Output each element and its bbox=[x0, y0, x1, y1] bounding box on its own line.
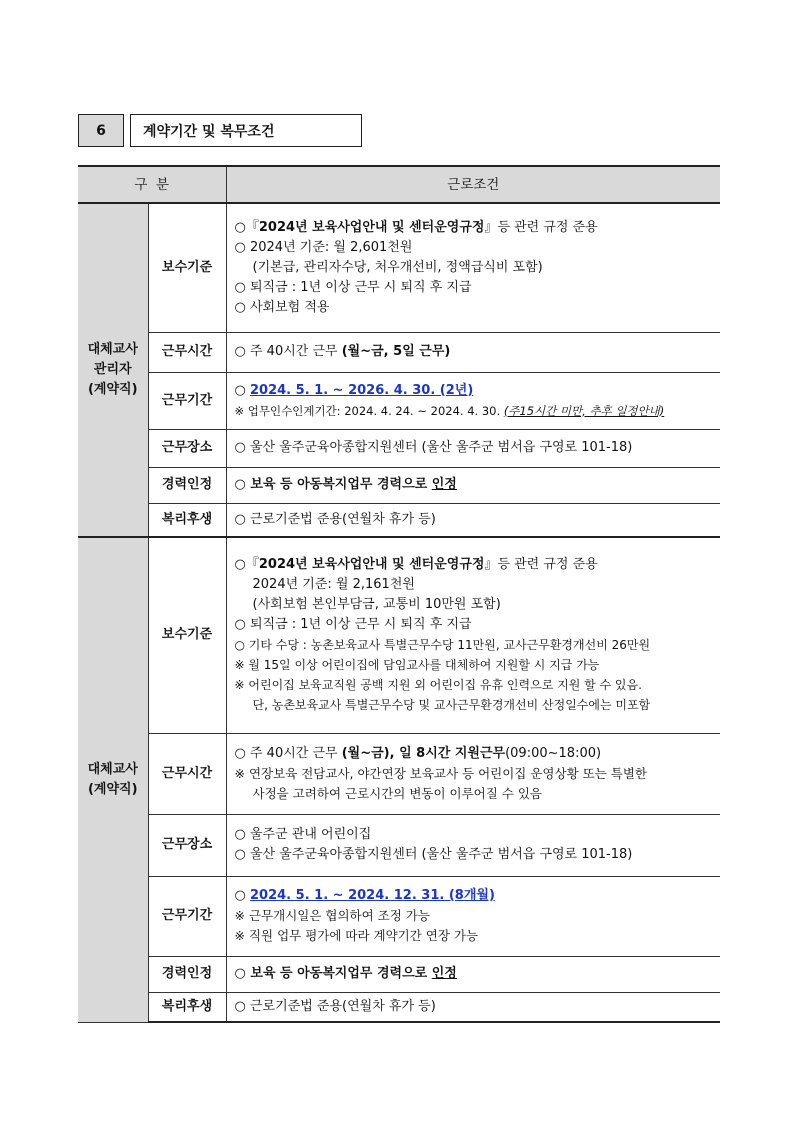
text: (사회보험 본인부담금, 교통비 10만원 포함) bbox=[252, 597, 501, 613]
text: ○ 근로기준법 준용(연월차 휴가 등) bbox=[234, 998, 436, 1014]
text: 』등 관련 규정 준용 bbox=[484, 557, 598, 573]
text-bold: 2024년 보육사업안내 및 센터운영규정 bbox=[258, 219, 485, 235]
table-row bbox=[78, 956, 720, 992]
text-underlined: 인정 bbox=[431, 477, 457, 492]
table-row bbox=[78, 429, 720, 467]
text: ○ bbox=[234, 382, 250, 398]
text: ○ 퇴직금 : 1년 이상 근무 시 퇴직 후 지급 bbox=[234, 279, 472, 295]
text: ○ 울산 울주군육아종합지원센터 (울산 울주군 범서읍 구영로 101-18) bbox=[234, 847, 633, 862]
section-number: 6 bbox=[78, 114, 124, 147]
text: ※ 연장보육 전담교사, 야간연장 보육교사 등 어린이집 운영상황 또는 특별한 bbox=[234, 765, 647, 781]
text: ○ 기타 수당 : 농촌보육교사 특별근무수당 11만원, 교사근무환경개선비 26만원 bbox=[234, 638, 651, 653]
row-content bbox=[226, 429, 720, 467]
table-row bbox=[78, 503, 720, 537]
text: ○ bbox=[234, 888, 250, 903]
text: ○ 울주군 관내 어린이집 bbox=[234, 827, 372, 842]
text-italic: (주15시간 미만, 추후 일정안내) bbox=[503, 403, 665, 418]
text: 2024년 기준: 월 2,161천원 bbox=[252, 577, 415, 593]
row-content bbox=[226, 733, 720, 814]
text: 』등 관련 규정 준용 bbox=[484, 219, 598, 235]
text: ○ 퇴직금 : 1년 이상 근무 시 퇴직 후 지급 bbox=[234, 617, 472, 633]
text: ○ 주 40시간 근무 bbox=[234, 344, 342, 359]
text-bold: (월~금, 5일 근무) bbox=[341, 344, 451, 359]
text: ※ 직원 업무 평가에 따라 계약기간 연장 가능 bbox=[234, 928, 479, 943]
table-row bbox=[78, 332, 720, 372]
text: ※ 월 15일 이상 어린이집에 담임교사를 대체하여 지원할 시 지급 가능 bbox=[234, 658, 600, 673]
table-row bbox=[78, 467, 720, 503]
row-label: 경력인정 bbox=[148, 467, 226, 503]
section-heading bbox=[78, 114, 362, 147]
text: ○ 보육 등 아동복지업무 경력으로 bbox=[234, 966, 432, 981]
row-label: 보수기준 bbox=[148, 203, 226, 332]
row-label: 근무기간 bbox=[148, 372, 226, 429]
row-label: 근무시간 bbox=[148, 733, 226, 814]
row-content bbox=[226, 956, 720, 992]
row-label: 경력인정 bbox=[148, 956, 226, 992]
text-bold: 2024년 보육사업안내 및 센터운영규정 bbox=[258, 557, 485, 573]
text: ○ 울산 울주군육아종합지원센터 (울산 울주군 범서읍 구영로 101-18) bbox=[234, 440, 633, 455]
text: ○ 2024년 기준: 월 2,601천원 bbox=[234, 239, 413, 255]
row-label: 근무시간 bbox=[148, 332, 226, 372]
text: ※ 근무개시일은 협의하여 조정 가능 bbox=[234, 908, 430, 923]
text: (기본급, 관리자수당, 처우개선비, 정액급식비 포함) bbox=[252, 259, 543, 275]
table-row bbox=[78, 876, 720, 956]
row-label: 복리후생 bbox=[148, 992, 226, 1022]
row-content bbox=[226, 814, 720, 876]
text: ○『 bbox=[234, 557, 259, 573]
table-row bbox=[78, 814, 720, 876]
text: ○ 사회보험 적용 bbox=[234, 299, 330, 315]
group-label-teacher: 대체교사 (계약직) bbox=[78, 537, 148, 1022]
text: ○ 보육 등 아동복지업무 경력으로 bbox=[234, 477, 432, 492]
row-label: 근무장소 bbox=[148, 814, 226, 876]
text-underlined: 인정 bbox=[431, 966, 457, 981]
section-title: 계약기간 및 복무조건 bbox=[130, 114, 362, 147]
period-link[interactable]: 2024. 5. 1. ~ 2024. 12. 31. (8개월) bbox=[250, 888, 495, 903]
text: ○ 근로기준법 준용(연월차 휴가 등) bbox=[234, 511, 436, 527]
row-content bbox=[226, 332, 720, 372]
row-content bbox=[226, 372, 720, 429]
text: ※ 업무인수인계기간: 2024. 4. 24. ~ 2024. 4. 30. bbox=[234, 403, 504, 418]
text: (09:00~18:00) bbox=[505, 745, 602, 761]
table-header-row bbox=[78, 166, 720, 203]
group-label-manager: 대체교사 관리자 (계약직) bbox=[78, 203, 148, 537]
header-category: 구 분 bbox=[78, 166, 226, 203]
table-row bbox=[78, 372, 720, 429]
table-row bbox=[78, 203, 720, 332]
table-row bbox=[78, 992, 720, 1022]
table-row bbox=[78, 537, 720, 733]
row-content bbox=[226, 203, 720, 332]
row-content bbox=[226, 992, 720, 1022]
text-bold: (월~금), 일 8시간 지원근무 bbox=[341, 745, 506, 761]
table-row bbox=[78, 733, 720, 814]
row-label: 보수기준 bbox=[148, 537, 226, 733]
row-content bbox=[226, 503, 720, 537]
row-label: 복리후생 bbox=[148, 503, 226, 537]
text: ※ 어린이집 보육교직원 공백 지원 외 어린이집 유휴 인력으로 지원 할 수 있음. bbox=[234, 678, 642, 693]
header-conditions: 근로조건 bbox=[226, 166, 720, 203]
row-label: 근무장소 bbox=[148, 429, 226, 467]
row-content bbox=[226, 467, 720, 503]
conditions-table bbox=[78, 165, 720, 1023]
row-label: 근무기간 bbox=[148, 876, 226, 956]
text: ○ 주 40시간 근무 bbox=[234, 745, 342, 761]
period-link[interactable]: 2024. 5. 1. ~ 2026. 4. 30. (2년) bbox=[250, 382, 474, 398]
row-content bbox=[226, 876, 720, 956]
text: 단, 농촌보육교사 특별근무수당 및 교사근무환경개선비 산정일수에는 미포함 bbox=[252, 698, 651, 713]
text: 사정을 고려하여 근로시간의 변동이 이루어질 수 있음 bbox=[252, 785, 543, 801]
text: ○『 bbox=[234, 219, 259, 235]
row-content bbox=[226, 537, 720, 733]
